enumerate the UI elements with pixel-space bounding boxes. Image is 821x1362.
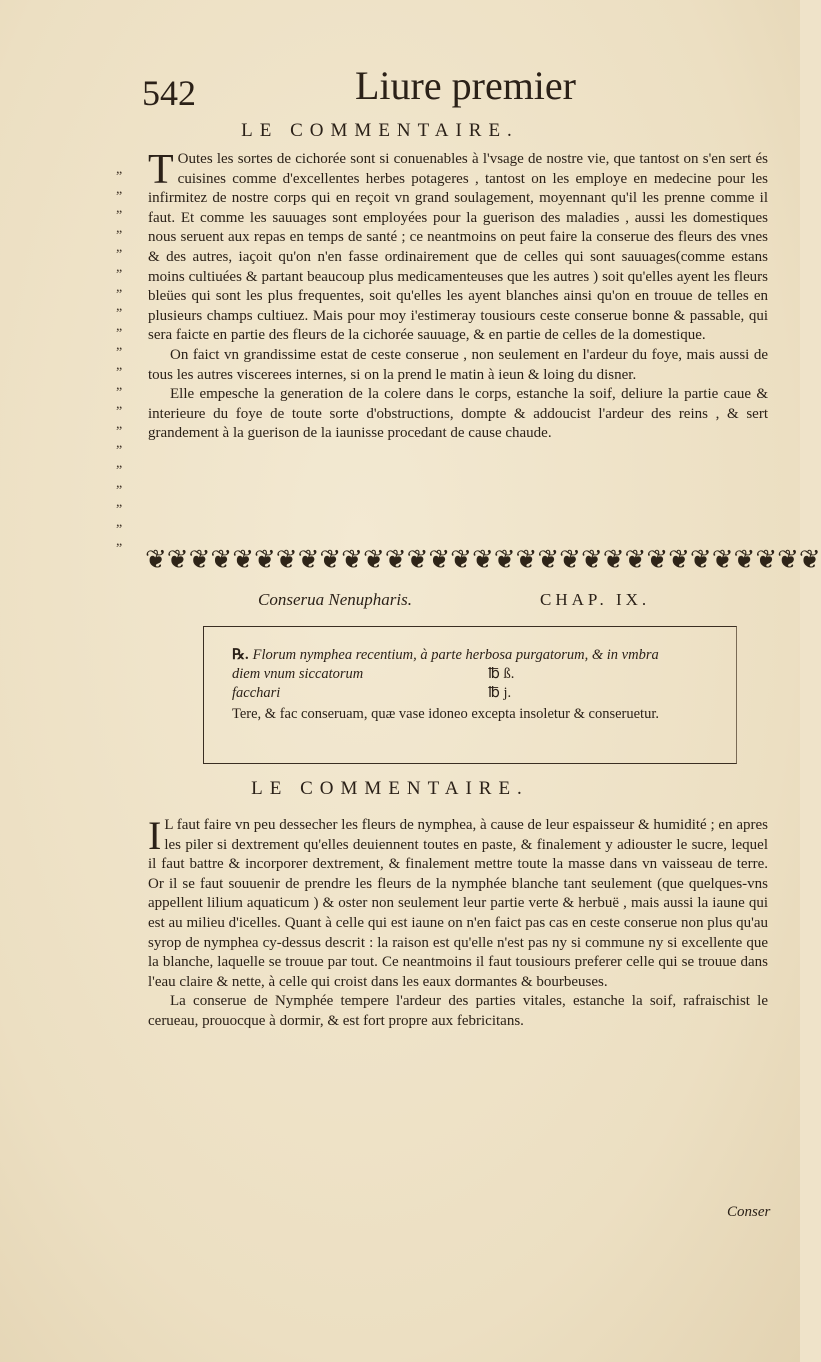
quote-mark: „ <box>116 338 123 354</box>
fleuron-icon: ❦ <box>668 545 690 574</box>
fleuron-icon: ❦ <box>515 545 538 574</box>
commentary-text-chicory <box>148 147 768 444</box>
quote-mark: „ <box>116 455 123 471</box>
fleuron-icon: ❦ <box>471 545 494 574</box>
fleuron-icon: ❦ <box>384 545 407 574</box>
fleuron-icon: ❦ <box>253 545 276 574</box>
recipe-line-2: diem vnum siccatorum ℔ ß. <box>232 666 515 682</box>
fleuron-icon: ❦ <box>450 545 472 574</box>
fleuron-icon: ❦ <box>537 545 560 574</box>
quote-mark: „ <box>116 397 123 413</box>
fleuron-icon: ❦ <box>646 545 669 574</box>
fleuron-icon: ❦ <box>188 545 211 574</box>
fleuron-icon: ❦ <box>755 545 778 574</box>
drop-cap: T <box>148 147 174 193</box>
quote-mark: „ <box>116 416 123 432</box>
fleuron-ornament-band <box>145 540 821 580</box>
quote-mark: „ <box>116 259 123 275</box>
running-title: Liure premier <box>355 63 576 108</box>
fleuron-icon: ❦ <box>166 545 189 574</box>
paragraph-2: On faict vn grandissime estat de ceste conserue , non seulement en l'ardeur du foye, mais aussi de tous les autres viscerees internes, si on la prend le matin à ieun & loing du disner. <box>148 346 768 383</box>
fleuron-icon: ❦ <box>275 545 298 574</box>
quote-mark: „ <box>116 162 123 177</box>
fleuron-icon: ❦ <box>689 545 712 574</box>
recipe-symbol: ℞. <box>232 647 249 663</box>
fleuron-icon: ❦ <box>362 545 385 574</box>
quote-mark: „ <box>116 357 123 373</box>
quote-marks-margin <box>116 160 136 552</box>
paragraph-1: I L faut faire vn peu dessecher les fleurs de nymphea, à cause de leur espaisseur & humidité ; en apres les piler si dextrement qu'elles deuiennent toutes en paste, & finalement y adiouster le sucre, lequel il faut battre & incorporer dextrement, & finalement mettre toute la masse dans vn vaisseau de terre. Or il se faut souuenir de prendre les fleurs de la nymphée blanche tant seulement (que quelques-vns appellent lilium aquaticum ) & oster non seulement leur partie verte & herbuë , mais aussi la iaune qui est au milieu d'icelles. Quant à celle qui est iaune on n'en faict pas cas en ceste conserue non plus qu'au syrop de nymphea cy-dessus descrit : la raison est qu'elle n'est pas ny si commune ny si excellente que la blanche, laquelle se trouue par tout. Ce neantmoins il faut tousiours preferer celle qui se trouue dans l'eau claire & nette, à celle qui croist dans les eaux dormantes & bourbeuses. <box>148 813 768 990</box>
quantity: ℔ j. <box>488 685 512 701</box>
paragraph-3: Elle empesche la generation de la colere dans le corps, estanche la soif, deliure la partie caue & interieure du foye de toute sorte d'obstructions, dompte & addoucist l'ardeur des reins , & sert grandement à la guerison de la iaunisse procedant de cause chaude. <box>148 386 768 442</box>
quote-mark: „ <box>116 318 123 334</box>
fleuron-icon: ❦ <box>559 545 581 574</box>
fleuron-icon: ❦ <box>711 545 734 574</box>
fleuron-icon: ❦ <box>406 545 429 574</box>
fleuron-icon: ❦ <box>341 545 363 574</box>
recipe-title-line <box>0 590 800 616</box>
fleuron-icon: ❦ <box>798 545 821 574</box>
recipe-name: Conserua Nenupharis. <box>258 590 412 609</box>
fleuron-icon: ❦ <box>624 545 647 574</box>
fleuron-icon: ❦ <box>733 545 756 574</box>
quote-mark: „ <box>116 534 123 550</box>
quantity: ℔ ß. <box>488 666 515 682</box>
section-heading-commentary: LE COMMENTAIRE. <box>241 120 519 141</box>
fleuron-icon: ❦ <box>428 545 451 574</box>
section-heading-commentary-2: LE COMMENTAIRE. <box>251 778 529 799</box>
quote-mark: „ <box>116 220 123 236</box>
fleuron-icon: ❦ <box>297 545 320 574</box>
chapter-label: CHAP. IX. <box>540 590 651 609</box>
quote-mark: „ <box>116 475 123 491</box>
recipe-text <box>232 646 712 724</box>
quote-mark: „ <box>116 377 123 393</box>
running-header <box>0 62 800 112</box>
catchword: Conser <box>727 1204 771 1220</box>
recipe-line-1: ℞. Florum nymphea recentium, à parte herbosa purgatorum, & in vmbra <box>232 647 659 663</box>
drop-cap: I <box>148 813 162 858</box>
recipe-line-4: Tere, & fac conseruam, quæ vase idoneo excepta insoletur & conseruetur. <box>232 706 659 722</box>
fleuron-icon: ❦ <box>580 545 603 574</box>
paragraph-2: La conserue de Nymphée tempere l'ardeur des parties vitales, estanche la soif, rafraischist le cerueau, prouocque à dormir, & est fort propre aux febricitans. <box>148 993 768 1029</box>
fleuron-icon: ❦ <box>493 545 516 574</box>
quote-mark: „ <box>116 495 123 511</box>
fleuron-icon: ❦ <box>602 545 625 574</box>
quote-mark: „ <box>116 514 123 530</box>
commentary-text-nymphea <box>148 813 768 1032</box>
quote-mark: „ <box>116 201 123 217</box>
page-number: 542 <box>142 73 196 113</box>
fleuron-icon: ❦ <box>145 545 167 574</box>
quote-mark: „ <box>116 240 123 256</box>
quote-mark: „ <box>116 436 123 452</box>
quote-mark: „ <box>116 181 123 197</box>
paragraph-1: T Outes les sortes de cichorée sont si conuenables à l'vsage de nostre vie, que tantost on s'en sert és cuisines comme d'excellentes herbes potageres , tantost on les employe en medecine pour les infirmitez de nostre corps qui en reçoit vn grand soulagement, moyennant qu'il les prenne comme il faut. Et comme les sauuages sont employées pour la guerison des maladies , aussi les domestiques nous seruent aux repas en temps de santé ; ce neantmoins on peut faire la conserue des fleurs des vnes & des autres, iaçoit qu'on n'en fasse ordinairement que de celles qui sont sauuages(comme estans moins cultiuées & partant beaucoup plus medicamenteuses que les autres ) soit qu'elles ayent les fleurs bleües qui sont les plus frequentes, soit qu'elles les ayent blanches ainsi qu'on en trouue de telles en plusieurs champs cultiuez. Mais pour moy i'estimeray tousiours ceste conserue bonne & passable, qui sera faicte en partie des fleurs de la cichorée sauuage, & en partie de celles de la domestique. <box>148 147 768 344</box>
fleuron-icon: ❦ <box>777 545 799 574</box>
recipe-line-3: facchari ℔ j. <box>232 685 512 701</box>
fleuron-icon: ❦ <box>232 545 254 574</box>
fleuron-icon: ❦ <box>210 545 233 574</box>
fleuron-icon: ❦ <box>319 545 342 574</box>
quote-mark: „ <box>116 299 123 315</box>
quote-mark: „ <box>116 279 123 295</box>
